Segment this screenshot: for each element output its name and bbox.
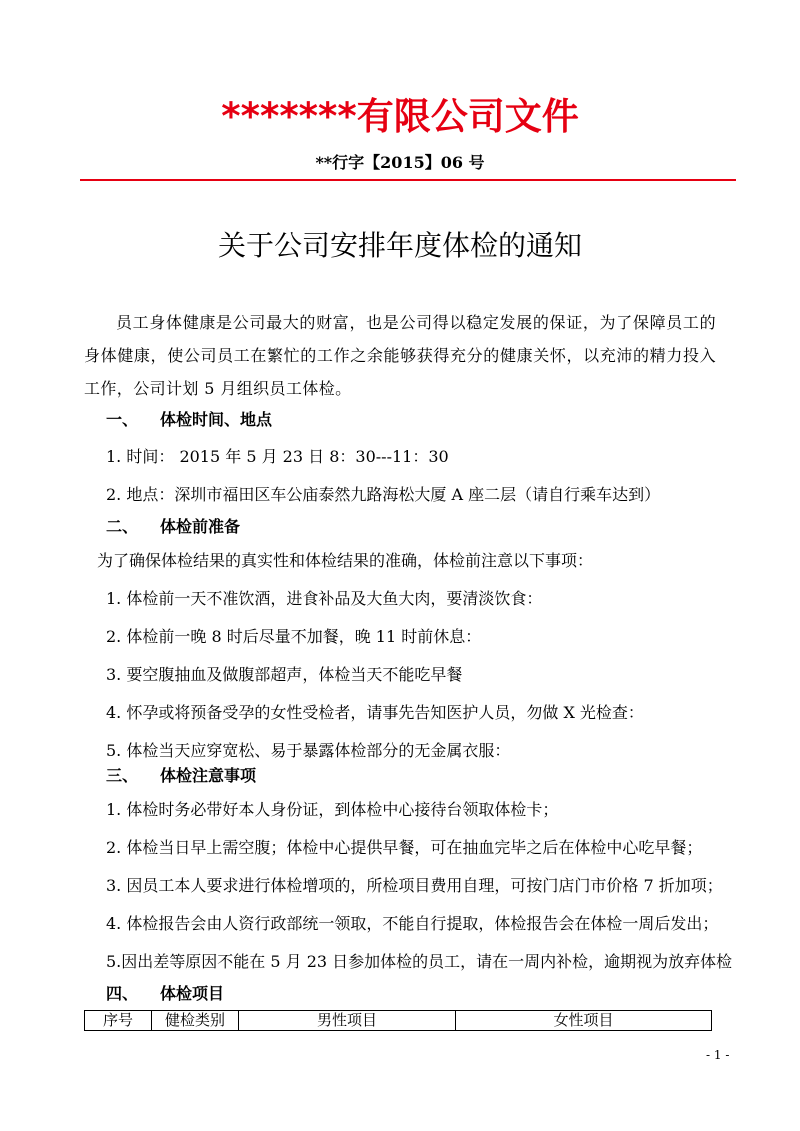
section-heading-2 — [106, 516, 240, 538]
list-item: 1. 体检前一天不准饮酒，进食补品及大鱼大肉，要清淡饮食： — [106, 589, 543, 608]
list-item: 3. 要空腹抽血及做腹部超声，体检当天不能吃早餐 — [106, 665, 463, 684]
document-number: **行字【2015】06 号 — [315, 153, 485, 172]
section-number: 四、 — [106, 984, 139, 1003]
exam-items-table — [84, 1010, 712, 1031]
list-item: 5. 体检当天应穿宽松、易于暴露体检部分的无金属衣服： — [106, 741, 511, 760]
list-item: 1. 体检时务必带好本人身份证，到体检中心接待台领取体检卡； — [106, 800, 559, 819]
table-header-cell: 男性项目 — [239, 1011, 456, 1031]
list-item: 4. 怀孕或将预备受孕的女性受检者，请事先告知医护人员，勿做 X 光检查： — [106, 703, 644, 722]
list-item: 1. 时间： 2015 年 5 月 23 日 8：30---11：30 — [106, 447, 449, 466]
list-item: 4. 体检报告会由人资行政部统一领取，不能自行提取，体检报告会在体检一周后发出； — [106, 914, 719, 933]
section-number: 二、 — [106, 517, 139, 536]
list-item: 2. 体检当日早上需空腹；体检中心提供早餐，可在抽血完毕之后在体检中心吃早餐； — [106, 838, 703, 857]
page-number: - 1 - — [706, 1048, 730, 1062]
table-header-row — [85, 1011, 712, 1031]
section-lead: 为了确保体检结果的真实性和体检结果的准确，体检前注意以下事项： — [97, 551, 594, 570]
section-title: 体检项目 — [160, 984, 225, 1003]
list-item: 3. 因员工本人要求进行体检增项的，所检项目费用自理，可按门店门市价格 7 折加项； — [106, 876, 723, 895]
table-header-cell: 女性项目 — [456, 1011, 712, 1031]
intro-paragraph: 员工身体健康是公司最大的财富，也是公司得以稳定发展的保证，为了保障员工的身体健康，使公司员工在繁忙的工作之余能够获得充分的健康关怀，以充沛的精力投入工作，公司计划 5 月组织员工体检。 — [84, 313, 716, 398]
table-header-cell: 序号 — [85, 1011, 152, 1031]
table-header-cell: 健检类别 — [152, 1011, 239, 1031]
list-item: 5.因出差等原因不能在 5 月 23 日参加体检的员工，请在一周内补检，逾期视为放弃体检 — [106, 952, 733, 971]
list-item: 2. 体检前一晚 8 时后尽量不加餐，晚 11 时前休息： — [106, 627, 482, 646]
header-divider — [80, 179, 736, 181]
section-title: 体检注意事项 — [160, 766, 257, 785]
section-title: 体检时间、地点 — [160, 410, 273, 429]
section-heading-3 — [106, 765, 256, 787]
section-number: 一、 — [106, 410, 139, 429]
list-item: 2. 地点：深圳市福田区车公庙泰然九路海松大厦 A 座二层（请自行乘车达到） — [106, 485, 661, 504]
header-title: *******有限公司文件 — [221, 95, 579, 138]
section-heading-4 — [106, 983, 224, 1005]
section-title: 体检前准备 — [160, 517, 241, 536]
notice-title: 关于公司安排年度体检的通知 — [217, 229, 582, 262]
section-number: 三、 — [106, 766, 139, 785]
section-heading-1 — [106, 409, 272, 431]
